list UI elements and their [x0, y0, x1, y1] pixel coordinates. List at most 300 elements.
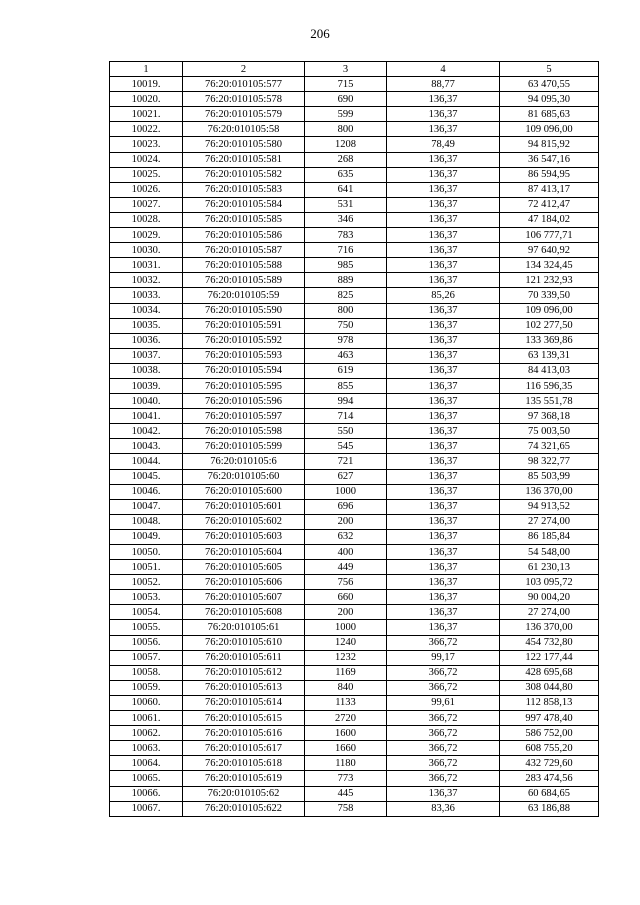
column-header-4: 4 — [387, 62, 500, 77]
area-cell: 800 — [305, 122, 387, 137]
table-header — [110, 62, 599, 77]
area-cell: 1660 — [305, 741, 387, 756]
cadastral-number-cell: 76:20:010105:606 — [183, 575, 305, 590]
value-cell: 112 858,13 — [500, 695, 599, 710]
table-row — [110, 590, 599, 605]
value-cell: 94 815,92 — [500, 137, 599, 152]
page-number: 206 — [310, 26, 330, 41]
area-cell: 619 — [305, 363, 387, 378]
value-cell: 90 004,20 — [500, 590, 599, 605]
value-cell: 432 729,60 — [500, 756, 599, 771]
row-number-cell: 10022. — [110, 122, 183, 137]
area-cell: 550 — [305, 424, 387, 439]
value-cell: 121 232,93 — [500, 273, 599, 288]
table-row — [110, 680, 599, 695]
cadastral-number-cell: 76:20:010105:583 — [183, 182, 305, 197]
area-cell: 1169 — [305, 665, 387, 680]
row-number-cell: 10029. — [110, 228, 183, 243]
header-row — [110, 62, 599, 77]
cadastral-number-cell: 76:20:010105:608 — [183, 605, 305, 620]
rate-cell: 136,37 — [387, 318, 500, 333]
table-row — [110, 575, 599, 590]
area-cell: 1000 — [305, 620, 387, 635]
table-row — [110, 529, 599, 544]
cadastral-number-cell: 76:20:010105:60 — [183, 469, 305, 484]
cadastral-number-cell: 76:20:010105:584 — [183, 197, 305, 212]
value-cell: 54 548,00 — [500, 545, 599, 560]
row-number-cell: 10041. — [110, 409, 183, 424]
area-cell: 445 — [305, 786, 387, 801]
row-number-cell: 10062. — [110, 726, 183, 741]
table-row — [110, 258, 599, 273]
cadastral-number-cell: 76:20:010105:580 — [183, 137, 305, 152]
row-number-cell: 10037. — [110, 348, 183, 363]
cadastral-number-cell: 76:20:010105:598 — [183, 424, 305, 439]
value-cell: 106 777,71 — [500, 228, 599, 243]
cadastral-number-cell: 76:20:010105:593 — [183, 348, 305, 363]
area-cell: 627 — [305, 469, 387, 484]
value-cell: 63 186,88 — [500, 801, 599, 816]
value-cell: 586 752,00 — [500, 726, 599, 741]
cadastral-number-cell: 76:20:010105:579 — [183, 107, 305, 122]
table-row — [110, 228, 599, 243]
row-number-cell: 10039. — [110, 378, 183, 393]
table-row — [110, 620, 599, 635]
table-row — [110, 424, 599, 439]
value-cell: 86 594,95 — [500, 167, 599, 182]
value-cell: 109 096,00 — [500, 122, 599, 137]
rate-cell: 136,37 — [387, 545, 500, 560]
table-row — [110, 454, 599, 469]
rate-cell: 136,37 — [387, 424, 500, 439]
table-row — [110, 665, 599, 680]
row-number-cell: 10046. — [110, 484, 183, 499]
cadastral-number-cell: 76:20:010105:602 — [183, 514, 305, 529]
table-row — [110, 726, 599, 741]
row-number-cell: 10058. — [110, 665, 183, 680]
row-number-cell: 10061. — [110, 711, 183, 726]
cadastral-number-cell: 76:20:010105:577 — [183, 77, 305, 92]
table-row — [110, 288, 599, 303]
cadastral-number-cell: 76:20:010105:595 — [183, 378, 305, 393]
area-cell: 1240 — [305, 635, 387, 650]
cadastral-number-cell: 76:20:010105:586 — [183, 228, 305, 243]
cadastral-number-cell: 76:20:010105:619 — [183, 771, 305, 786]
rate-cell: 85,26 — [387, 288, 500, 303]
area-cell: 531 — [305, 197, 387, 212]
row-number-cell: 10060. — [110, 695, 183, 710]
area-cell: 1600 — [305, 726, 387, 741]
value-cell: 85 503,99 — [500, 469, 599, 484]
area-cell: 985 — [305, 258, 387, 273]
cadastral-number-cell: 76:20:010105:590 — [183, 303, 305, 318]
cadastral-number-cell: 76:20:010105:605 — [183, 560, 305, 575]
value-cell: 81 685,63 — [500, 107, 599, 122]
area-cell: 463 — [305, 348, 387, 363]
rate-cell: 99,17 — [387, 650, 500, 665]
table-row — [110, 514, 599, 529]
value-cell: 27 274,00 — [500, 605, 599, 620]
cadastral-number-cell: 76:20:010105:596 — [183, 394, 305, 409]
row-number-cell: 10063. — [110, 741, 183, 756]
value-cell: 454 732,80 — [500, 635, 599, 650]
area-cell: 750 — [305, 318, 387, 333]
table-row — [110, 786, 599, 801]
rate-cell: 136,37 — [387, 212, 500, 227]
value-cell: 63 139,31 — [500, 348, 599, 363]
value-cell: 109 096,00 — [500, 303, 599, 318]
value-cell: 72 412,47 — [500, 197, 599, 212]
cadastral-number-cell: 76:20:010105:600 — [183, 484, 305, 499]
area-cell: 715 — [305, 77, 387, 92]
rate-cell: 136,37 — [387, 605, 500, 620]
row-number-cell: 10034. — [110, 303, 183, 318]
cadastral-number-cell: 76:20:010105:615 — [183, 711, 305, 726]
table-row — [110, 137, 599, 152]
rate-cell: 136,37 — [387, 258, 500, 273]
table-row — [110, 243, 599, 258]
rate-cell: 136,37 — [387, 152, 500, 167]
area-cell: 449 — [305, 560, 387, 575]
value-cell: 63 470,55 — [500, 77, 599, 92]
table-row — [110, 499, 599, 514]
row-number-cell: 10057. — [110, 650, 183, 665]
area-cell: 889 — [305, 273, 387, 288]
row-number-cell: 10044. — [110, 454, 183, 469]
cadastral-number-cell: 76:20:010105:592 — [183, 333, 305, 348]
cadastral-number-cell: 76:20:010105:582 — [183, 167, 305, 182]
value-cell: 103 095,72 — [500, 575, 599, 590]
table-row — [110, 545, 599, 560]
value-cell: 36 547,16 — [500, 152, 599, 167]
cadastral-number-cell: 76:20:010105:591 — [183, 318, 305, 333]
cadastral-number-cell: 76:20:010105:578 — [183, 92, 305, 107]
cadastral-number-cell: 76:20:010105:588 — [183, 258, 305, 273]
rate-cell: 136,37 — [387, 590, 500, 605]
row-number-cell: 10052. — [110, 575, 183, 590]
cadastral-number-cell: 76:20:010105:614 — [183, 695, 305, 710]
row-number-cell: 10021. — [110, 107, 183, 122]
table-row — [110, 560, 599, 575]
cadastral-number-cell: 76:20:010105:617 — [183, 741, 305, 756]
cadastral-number-cell: 76:20:010105:59 — [183, 288, 305, 303]
row-number-cell: 10045. — [110, 469, 183, 484]
rate-cell: 136,37 — [387, 228, 500, 243]
row-number-cell: 10042. — [110, 424, 183, 439]
cadastral-number-cell: 76:20:010105:597 — [183, 409, 305, 424]
value-cell: 136 370,00 — [500, 484, 599, 499]
cadastral-number-cell: 76:20:010105:603 — [183, 529, 305, 544]
area-cell: 978 — [305, 333, 387, 348]
rate-cell: 136,37 — [387, 273, 500, 288]
row-number-cell: 10036. — [110, 333, 183, 348]
rate-cell: 136,37 — [387, 394, 500, 409]
table-row — [110, 650, 599, 665]
row-number-cell: 10024. — [110, 152, 183, 167]
cadastral-number-cell: 76:20:010105:622 — [183, 801, 305, 816]
value-cell: 75 003,50 — [500, 424, 599, 439]
value-cell: 84 413,03 — [500, 363, 599, 378]
area-cell: 1208 — [305, 137, 387, 152]
cadastral-number-cell: 76:20:010105:613 — [183, 680, 305, 695]
row-number-cell: 10065. — [110, 771, 183, 786]
value-cell: 98 322,77 — [500, 454, 599, 469]
area-cell: 641 — [305, 182, 387, 197]
row-number-cell: 10047. — [110, 499, 183, 514]
table-row — [110, 378, 599, 393]
row-number-cell: 10067. — [110, 801, 183, 816]
value-cell: 70 339,50 — [500, 288, 599, 303]
rate-cell: 136,37 — [387, 378, 500, 393]
value-cell: 135 551,78 — [500, 394, 599, 409]
area-cell: 825 — [305, 288, 387, 303]
rate-cell: 136,37 — [387, 182, 500, 197]
rate-cell: 136,37 — [387, 92, 500, 107]
area-cell: 635 — [305, 167, 387, 182]
area-cell: 346 — [305, 212, 387, 227]
cadastral-number-cell: 76:20:010105:599 — [183, 439, 305, 454]
rate-cell: 366,72 — [387, 756, 500, 771]
table-row — [110, 394, 599, 409]
row-number-cell: 10031. — [110, 258, 183, 273]
table-row — [110, 122, 599, 137]
value-cell: 97 368,18 — [500, 409, 599, 424]
table-row — [110, 348, 599, 363]
value-cell: 136 370,00 — [500, 620, 599, 635]
column-header-5: 5 — [500, 62, 599, 77]
row-number-cell: 10033. — [110, 288, 183, 303]
rate-cell: 136,37 — [387, 107, 500, 122]
rate-cell: 366,72 — [387, 635, 500, 650]
rate-cell: 136,37 — [387, 303, 500, 318]
value-cell: 308 044,80 — [500, 680, 599, 695]
area-cell: 716 — [305, 243, 387, 258]
value-cell: 27 274,00 — [500, 514, 599, 529]
table-row — [110, 92, 599, 107]
value-cell: 134 324,45 — [500, 258, 599, 273]
value-cell: 60 684,65 — [500, 786, 599, 801]
rate-cell: 366,72 — [387, 711, 500, 726]
row-number-cell: 10048. — [110, 514, 183, 529]
area-cell: 773 — [305, 771, 387, 786]
table-row — [110, 771, 599, 786]
cadastral-number-cell: 76:20:010105:587 — [183, 243, 305, 258]
row-number-cell: 10026. — [110, 182, 183, 197]
value-cell: 608 755,20 — [500, 741, 599, 756]
cadastral-number-cell: 76:20:010105:607 — [183, 590, 305, 605]
value-cell: 86 185,84 — [500, 529, 599, 544]
value-cell: 133 369,86 — [500, 333, 599, 348]
table-body — [110, 77, 599, 817]
table-row — [110, 409, 599, 424]
rate-cell: 136,37 — [387, 363, 500, 378]
area-cell: 1133 — [305, 695, 387, 710]
table-row — [110, 197, 599, 212]
rate-cell: 136,37 — [387, 499, 500, 514]
row-number-cell: 10051. — [110, 560, 183, 575]
table-row — [110, 77, 599, 92]
row-number-cell: 10038. — [110, 363, 183, 378]
row-number-cell: 10056. — [110, 635, 183, 650]
row-number-cell: 10030. — [110, 243, 183, 258]
table-row — [110, 695, 599, 710]
cadastral-number-cell: 76:20:010105:612 — [183, 665, 305, 680]
area-cell: 721 — [305, 454, 387, 469]
area-cell: 696 — [305, 499, 387, 514]
row-number-cell: 10066. — [110, 786, 183, 801]
table-row — [110, 469, 599, 484]
table-row — [110, 212, 599, 227]
area-cell: 1180 — [305, 756, 387, 771]
cadastral-number-cell: 76:20:010105:58 — [183, 122, 305, 137]
value-cell: 428 695,68 — [500, 665, 599, 680]
rate-cell: 136,37 — [387, 122, 500, 137]
value-cell: 283 474,56 — [500, 771, 599, 786]
area-cell: 400 — [305, 545, 387, 560]
area-cell: 1000 — [305, 484, 387, 499]
area-cell: 994 — [305, 394, 387, 409]
rate-cell: 136,37 — [387, 786, 500, 801]
row-number-cell: 10027. — [110, 197, 183, 212]
cadastral-number-cell: 76:20:010105:601 — [183, 499, 305, 514]
cadastral-number-cell: 76:20:010105:589 — [183, 273, 305, 288]
area-cell: 855 — [305, 378, 387, 393]
value-cell: 61 230,13 — [500, 560, 599, 575]
table-row — [110, 484, 599, 499]
area-cell: 632 — [305, 529, 387, 544]
rate-cell: 136,37 — [387, 409, 500, 424]
table-row — [110, 605, 599, 620]
table-row — [110, 711, 599, 726]
value-cell: 94 095,30 — [500, 92, 599, 107]
rate-cell: 366,72 — [387, 771, 500, 786]
table-row — [110, 363, 599, 378]
row-number-cell: 10050. — [110, 545, 183, 560]
rate-cell: 136,37 — [387, 243, 500, 258]
table-row — [110, 635, 599, 650]
row-number-cell: 10055. — [110, 620, 183, 635]
data-table — [109, 61, 599, 817]
cadastral-number-cell: 76:20:010105:62 — [183, 786, 305, 801]
column-header-1: 1 — [110, 62, 183, 77]
rate-cell: 136,37 — [387, 620, 500, 635]
column-header-2: 2 — [183, 62, 305, 77]
area-cell: 840 — [305, 680, 387, 695]
table-row — [110, 801, 599, 816]
area-cell: 200 — [305, 605, 387, 620]
row-number-cell: 10035. — [110, 318, 183, 333]
area-cell: 758 — [305, 801, 387, 816]
value-cell: 94 913,52 — [500, 499, 599, 514]
table-row — [110, 273, 599, 288]
rate-cell: 136,37 — [387, 484, 500, 499]
rate-cell: 136,37 — [387, 439, 500, 454]
table-row — [110, 182, 599, 197]
row-number-cell: 10020. — [110, 92, 183, 107]
rate-cell: 78,49 — [387, 137, 500, 152]
rate-cell: 136,37 — [387, 514, 500, 529]
rate-cell: 136,37 — [387, 333, 500, 348]
rate-cell: 366,72 — [387, 726, 500, 741]
row-number-cell: 10032. — [110, 273, 183, 288]
table-row — [110, 756, 599, 771]
cadastral-number-cell: 76:20:010105:611 — [183, 650, 305, 665]
value-cell: 116 596,35 — [500, 378, 599, 393]
row-number-cell: 10025. — [110, 167, 183, 182]
table-row — [110, 152, 599, 167]
table-row — [110, 439, 599, 454]
rate-cell: 136,37 — [387, 197, 500, 212]
row-number-cell: 10049. — [110, 529, 183, 544]
rate-cell: 88,77 — [387, 77, 500, 92]
row-number-cell: 10053. — [110, 590, 183, 605]
table-row — [110, 333, 599, 348]
row-number-cell: 10054. — [110, 605, 183, 620]
cadastral-number-cell: 76:20:010105:610 — [183, 635, 305, 650]
table-row — [110, 107, 599, 122]
area-cell: 714 — [305, 409, 387, 424]
rate-cell: 366,72 — [387, 665, 500, 680]
row-number-cell: 10040. — [110, 394, 183, 409]
column-header-3: 3 — [305, 62, 387, 77]
rate-cell: 99,61 — [387, 695, 500, 710]
area-cell: 599 — [305, 107, 387, 122]
cadastral-number-cell: 76:20:010105:61 — [183, 620, 305, 635]
rate-cell: 136,37 — [387, 469, 500, 484]
rate-cell: 366,72 — [387, 680, 500, 695]
cadastral-number-cell: 76:20:010105:618 — [183, 756, 305, 771]
cadastral-number-cell: 76:20:010105:581 — [183, 152, 305, 167]
area-cell: 545 — [305, 439, 387, 454]
rate-cell: 136,37 — [387, 560, 500, 575]
table-row — [110, 741, 599, 756]
row-number-cell: 10043. — [110, 439, 183, 454]
cadastral-number-cell: 76:20:010105:604 — [183, 545, 305, 560]
value-cell: 87 413,17 — [500, 182, 599, 197]
value-cell: 47 184,02 — [500, 212, 599, 227]
row-number-cell: 10059. — [110, 680, 183, 695]
row-number-cell: 10064. — [110, 756, 183, 771]
area-cell: 1232 — [305, 650, 387, 665]
cadastral-number-cell: 76:20:010105:6 — [183, 454, 305, 469]
table-row — [110, 303, 599, 318]
area-cell: 200 — [305, 514, 387, 529]
area-cell: 2720 — [305, 711, 387, 726]
cadastral-number-cell: 76:20:010105:616 — [183, 726, 305, 741]
area-cell: 756 — [305, 575, 387, 590]
rate-cell: 136,37 — [387, 348, 500, 363]
row-number-cell: 10019. — [110, 77, 183, 92]
rate-cell: 136,37 — [387, 575, 500, 590]
cadastral-number-cell: 76:20:010105:585 — [183, 212, 305, 227]
rate-cell: 83,36 — [387, 801, 500, 816]
area-cell: 268 — [305, 152, 387, 167]
rate-cell: 136,37 — [387, 167, 500, 182]
rate-cell: 136,37 — [387, 454, 500, 469]
value-cell: 97 640,92 — [500, 243, 599, 258]
value-cell: 997 478,40 — [500, 711, 599, 726]
value-cell: 102 277,50 — [500, 318, 599, 333]
row-number-cell: 10023. — [110, 137, 183, 152]
area-cell: 800 — [305, 303, 387, 318]
area-cell: 690 — [305, 92, 387, 107]
area-cell: 660 — [305, 590, 387, 605]
table-row — [110, 167, 599, 182]
table-row — [110, 318, 599, 333]
rate-cell: 366,72 — [387, 741, 500, 756]
cadastral-number-cell: 76:20:010105:594 — [183, 363, 305, 378]
value-cell: 122 177,44 — [500, 650, 599, 665]
